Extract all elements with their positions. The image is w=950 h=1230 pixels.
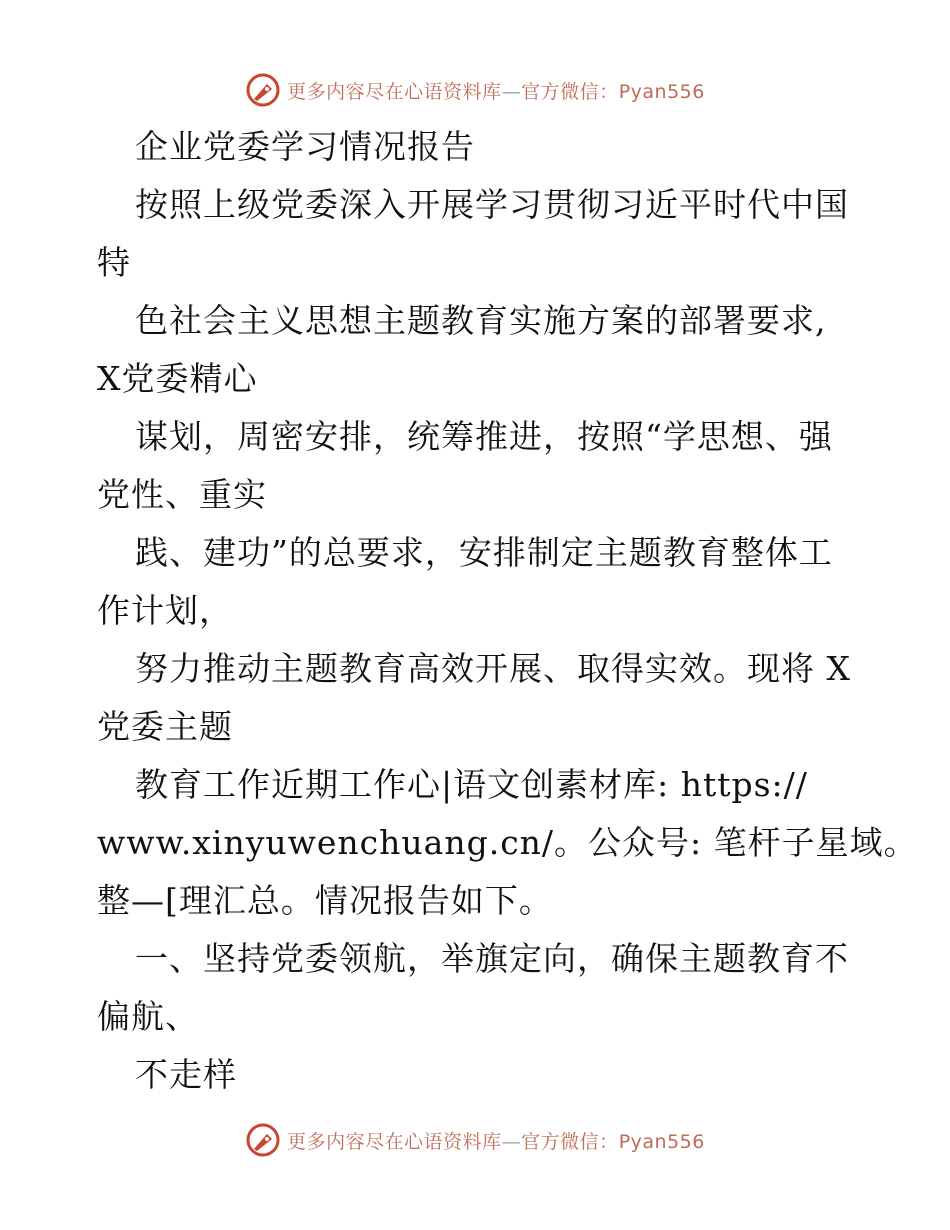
document-body [97, 118, 918, 1104]
pen-nib-logo-icon [245, 72, 281, 108]
body-line: 谋划，周密安排，统筹推进，按照“学思想、强 [135, 417, 833, 456]
body-line: 按照上级党委深入开展学习贯彻习近平时代中国 [135, 185, 849, 224]
banner-text [287, 77, 705, 104]
section-heading: 一、坚持党委领航，举旗定向，确保主题教育不 [135, 939, 849, 978]
banner-label: 官方微信： [521, 1130, 619, 1153]
body-line: 践、建功”的总要求，安排制定主题教育整体工 [135, 533, 833, 572]
footer-banner [0, 1120, 950, 1160]
header-banner [0, 70, 950, 110]
banner-handle: Pyan556 [618, 80, 705, 103]
document-title: 企业党委学习情况报告 [135, 127, 475, 166]
body-line: 努力推动主题教育高效开展、取得实效。现将 X [135, 649, 851, 688]
banner-dash: — [501, 1130, 522, 1153]
section-heading: 偏航、 [97, 997, 199, 1036]
banner-label: 官方微信： [521, 80, 619, 103]
banner-handle: Pyan556 [618, 1130, 705, 1153]
section-heading: 不走样 [135, 1055, 237, 1094]
banner-main-text: 更多内容尽在心语资料库 [287, 1130, 502, 1153]
body-line: 教育工作近期工作心|语文创素材库: https:// [135, 765, 808, 804]
banner-text [287, 1127, 705, 1154]
body-line: 作计划， [97, 591, 233, 630]
body-line: 党委主题 [97, 707, 233, 746]
body-line: www.xinyuwenchuang.cn/。公众号: 笔杆子星域。 [97, 823, 918, 862]
body-line: X党委精心 [97, 359, 258, 398]
body-line: 整—[理汇总。情况报告如下。 [97, 881, 553, 920]
pen-nib-logo-icon [245, 1122, 281, 1158]
body-line: 色社会主义思想主题教育实施方案的部署要求, [135, 301, 827, 340]
banner-main-text: 更多内容尽在心语资料库 [287, 80, 502, 103]
banner-dash: — [501, 80, 522, 103]
body-line: 特 [97, 243, 131, 282]
body-line: 党性、重实 [97, 475, 267, 514]
